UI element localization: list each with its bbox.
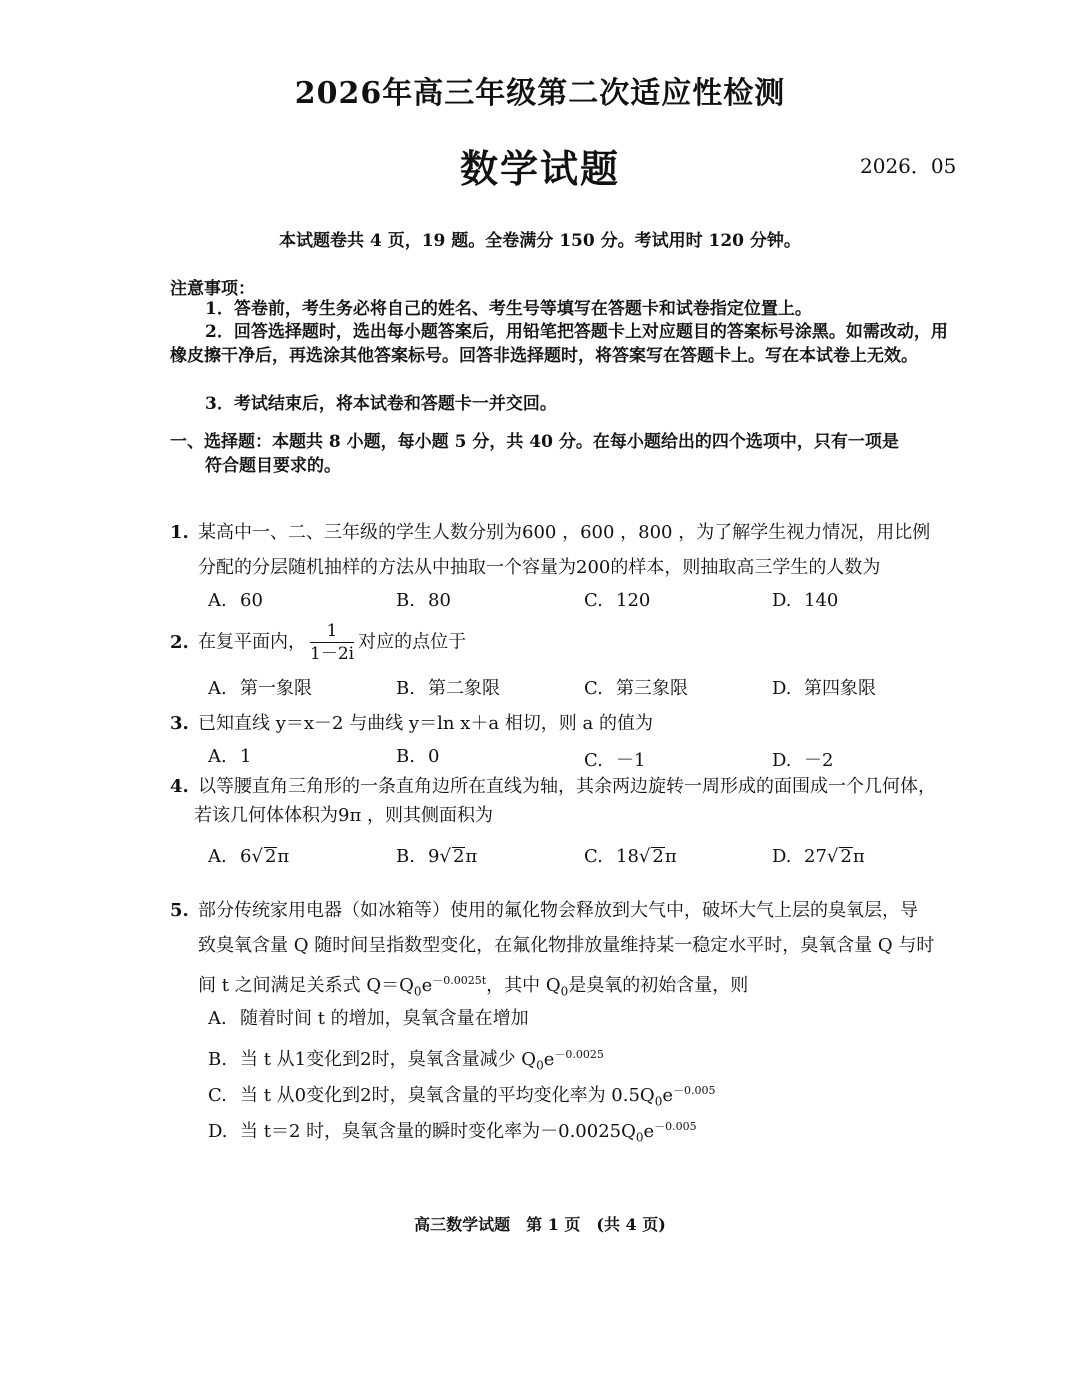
- question-5: [170, 898, 918, 924]
- notice-item-3: 3．考试结束后，将本试卷和答题卡一并交回。: [205, 394, 557, 414]
- exam-title: 2026年高三年级第二次适应性检测: [294, 76, 786, 111]
- option-a: A. 第一象限: [208, 678, 312, 699]
- option-d: D. 27√ 2π: [772, 846, 865, 867]
- exam-subject: 数学试题: [459, 146, 620, 191]
- exam-intro: 本试题卷共 4 页，19 题。全卷满分 150 分。考试用时 120 分钟。: [279, 231, 801, 251]
- option-b: B. 9√ 2π: [396, 846, 478, 867]
- option-b: B. 第二象限: [396, 678, 500, 699]
- question-4-line-2: 若该几何体体积为9π ，则其侧面积为: [194, 805, 494, 826]
- question-5-line-3: 间 t 之间满足关系式 $Q=Q_0e^{-0.0025t}$，其中 $Q_0$是臭氧的初始含量，则: [198, 974, 749, 999]
- question-2: 2. 在复平面内， $\frac{1}{1-2i}$ 对应的点位于: [170, 621, 467, 664]
- question-5-option-d: D. 当 t＝2 时，臭氧含量的瞬时变化率为$-0.0025Q_0e^{-0.005}$: [208, 1120, 697, 1145]
- section-1-line-1: 一、选择题：本题共 8 小题，每小题 5 分，共 40 分。在每小题给出的四个选项中，只有一项是: [170, 432, 899, 452]
- question-number: 3.: [170, 713, 189, 734]
- question-3-text: 已知直线 y＝x－2 与曲线 y＝ln x＋a 相切，则 a 的值为: [198, 713, 653, 734]
- sqrt-icon: √: [826, 846, 839, 867]
- option-c: C. 第三象限: [584, 678, 688, 699]
- option-a: A. 60: [208, 590, 263, 611]
- option-b: B. 0: [396, 746, 440, 767]
- section-1-heading: [170, 430, 955, 478]
- question-5-option-a: A. 随着时间 t 的增加，臭氧含量在增加: [208, 1008, 529, 1029]
- question-number: 2.: [170, 631, 189, 653]
- sqrt-icon: √: [439, 846, 451, 867]
- question-number: 4.: [170, 776, 189, 797]
- notice-item-2: 2．回答选择题时，选出每小题答案后，用铅笔把答题卡上对应题目的答案标号涂黑。如需改动，用橡皮擦干净后，再选涂其他答案标号。回答非选择题时，将答案写在答题卡上。写在本试卷上无效。: [170, 322, 948, 366]
- section-1-line-2: 符合题目要求的。: [205, 456, 341, 476]
- question-3: [170, 711, 653, 737]
- option-c: C. 120: [584, 590, 651, 611]
- page-footer: 高三数学试题 第 1 页 (共 4 页): [414, 1215, 666, 1234]
- option-b: B. 80: [396, 590, 451, 611]
- option-d: D. 140: [772, 590, 839, 611]
- option-c: C. 18√ 2π: [584, 846, 677, 867]
- sqrt-icon: √: [251, 846, 263, 867]
- question-1-line-2: 分配的分层随机抽样的方法从中抽取一个容量为200的样本，则抽取高三学生的人数为: [198, 557, 881, 578]
- question-number: 5.: [170, 900, 189, 921]
- option-a: A. 1: [208, 746, 252, 767]
- question-5-option-c: C. 当 t 从0变化到2时，臭氧含量的平均变化率为 $0.5Q_0e^{-0.005}$: [208, 1084, 716, 1109]
- question-1-line-1: 某高中一、二、三年级的学生人数分别为600 ，600 ，800 ，为了解学生视力情况，用比例: [198, 522, 931, 543]
- option-d: D. －2: [772, 750, 834, 771]
- question-5-line-2: 致臭氧含量 Q 随时间呈指数型变化，在氟化物排放量维持某一稳定水平时，臭氧含量 Q 与时: [198, 935, 935, 956]
- question-4: [170, 774, 936, 800]
- question-5-option-b: B. 当 t 从1变化到2时，臭氧含量减少 $Q_0e^{-0.0025}$: [208, 1048, 604, 1073]
- option-a: A. 6√ 2π: [208, 846, 290, 867]
- exam-date: 2026．05: [860, 154, 957, 178]
- option-c: C. －1: [584, 750, 646, 771]
- fraction: $\frac{1}{1-2i}$: [310, 621, 355, 664]
- option-d: D. 第四象限: [772, 678, 876, 699]
- question-4-line-1: 以等腰直角三角形的一条直角边所在直线为轴，其余两边旋转一周形成的面围成一个几何体，: [198, 776, 936, 797]
- question-number: 1.: [170, 522, 189, 543]
- notice-item-1: 1．答卷前，考生务必将自己的姓名、考生号等填写在答题卡和试卷指定位置上。: [205, 299, 812, 319]
- question-1: [170, 520, 930, 546]
- question-5-line-1: 部分传统家用电器（如冰箱等）使用的氟化物会释放到大气中，破坏大气上层的臭氧层，导: [198, 900, 918, 921]
- sqrt-icon: √: [638, 846, 651, 867]
- notice-heading: 注意事项：: [170, 279, 255, 299]
